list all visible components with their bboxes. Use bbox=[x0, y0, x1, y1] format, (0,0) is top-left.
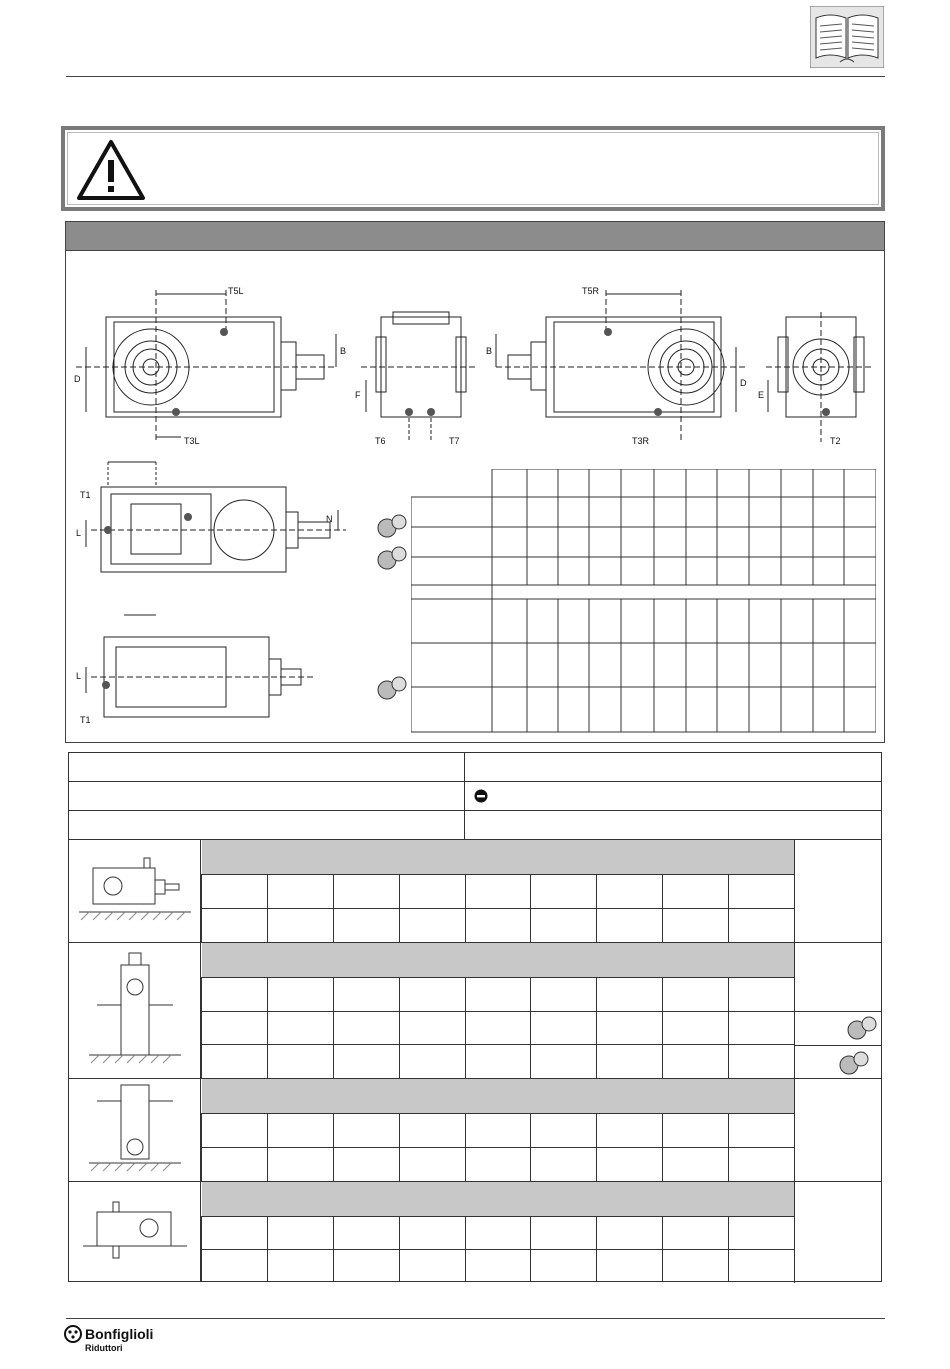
dimension-grid bbox=[411, 469, 876, 734]
label-t3r: T3R bbox=[632, 436, 650, 446]
table-row bbox=[69, 782, 881, 811]
mounting-section-3 bbox=[69, 1079, 881, 1182]
front-view-left bbox=[66, 262, 366, 467]
mounting-section-1 bbox=[69, 840, 881, 943]
label-t7: T7 bbox=[449, 436, 460, 446]
label-t5r: T5R bbox=[582, 286, 600, 296]
mounting-section-4 bbox=[69, 1182, 881, 1282]
section-band bbox=[202, 943, 794, 978]
no-entry-icon bbox=[474, 789, 488, 808]
label-t1-b: T1 bbox=[80, 715, 91, 725]
label-d-2: D bbox=[740, 378, 747, 388]
section-band bbox=[202, 840, 794, 875]
bonfiglioli-logo-icon bbox=[64, 1325, 82, 1348]
label-t6: T6 bbox=[375, 436, 386, 446]
gear-column bbox=[794, 1011, 882, 1079]
section-grid bbox=[201, 1216, 795, 1282]
footer-rule bbox=[66, 1318, 885, 1319]
gear-pair-icon bbox=[376, 674, 408, 707]
mounting-h-icon bbox=[69, 1182, 201, 1282]
side-view-left bbox=[355, 262, 481, 467]
panel-header bbox=[66, 222, 884, 251]
drawing-panel bbox=[65, 221, 885, 743]
table-row bbox=[69, 811, 881, 840]
plan-view-2 bbox=[76, 607, 356, 742]
label-n: N bbox=[326, 514, 333, 524]
label-l-2: L bbox=[76, 671, 82, 681]
oil-quantity-table bbox=[68, 752, 882, 1282]
front-view-right bbox=[486, 262, 756, 467]
section-band bbox=[202, 1079, 794, 1114]
label-e: E bbox=[758, 390, 765, 400]
warning-triangle-icon bbox=[75, 138, 147, 207]
plan-view-1 bbox=[76, 462, 356, 597]
open-book-icon bbox=[810, 6, 884, 68]
mounting-v6-icon bbox=[69, 1079, 201, 1181]
section-grid bbox=[201, 1113, 795, 1182]
logo-brand: Bonfiglioli bbox=[85, 1326, 154, 1342]
mounting-b3-icon bbox=[69, 840, 201, 942]
label-b-1: B bbox=[340, 346, 347, 356]
section-band bbox=[202, 1182, 794, 1217]
label-t2: T2 bbox=[830, 436, 841, 446]
logo-sub: Riduttori bbox=[85, 1343, 123, 1353]
label-b-2: B bbox=[486, 346, 493, 356]
label-t1-a: T1 bbox=[80, 490, 91, 500]
warning-box bbox=[61, 126, 885, 211]
side-view-right bbox=[756, 262, 876, 467]
gear-pair-icon bbox=[376, 512, 408, 545]
label-d-1: D bbox=[74, 374, 81, 384]
gear-pair-icon bbox=[837, 1049, 871, 1077]
label-l-1: L bbox=[76, 528, 82, 538]
label-t5l: T5L bbox=[228, 286, 244, 296]
label-t3l: T3L bbox=[184, 436, 200, 446]
section-grid bbox=[201, 977, 795, 1079]
gear-pair-icon bbox=[845, 1014, 879, 1042]
table-row bbox=[69, 753, 881, 782]
mounting-section-2 bbox=[69, 943, 881, 1079]
mounting-v5-icon bbox=[69, 943, 201, 1078]
gear-pair-icon bbox=[376, 544, 408, 577]
label-f: F bbox=[355, 390, 361, 400]
header-rule bbox=[66, 76, 885, 77]
section-grid bbox=[201, 874, 795, 943]
